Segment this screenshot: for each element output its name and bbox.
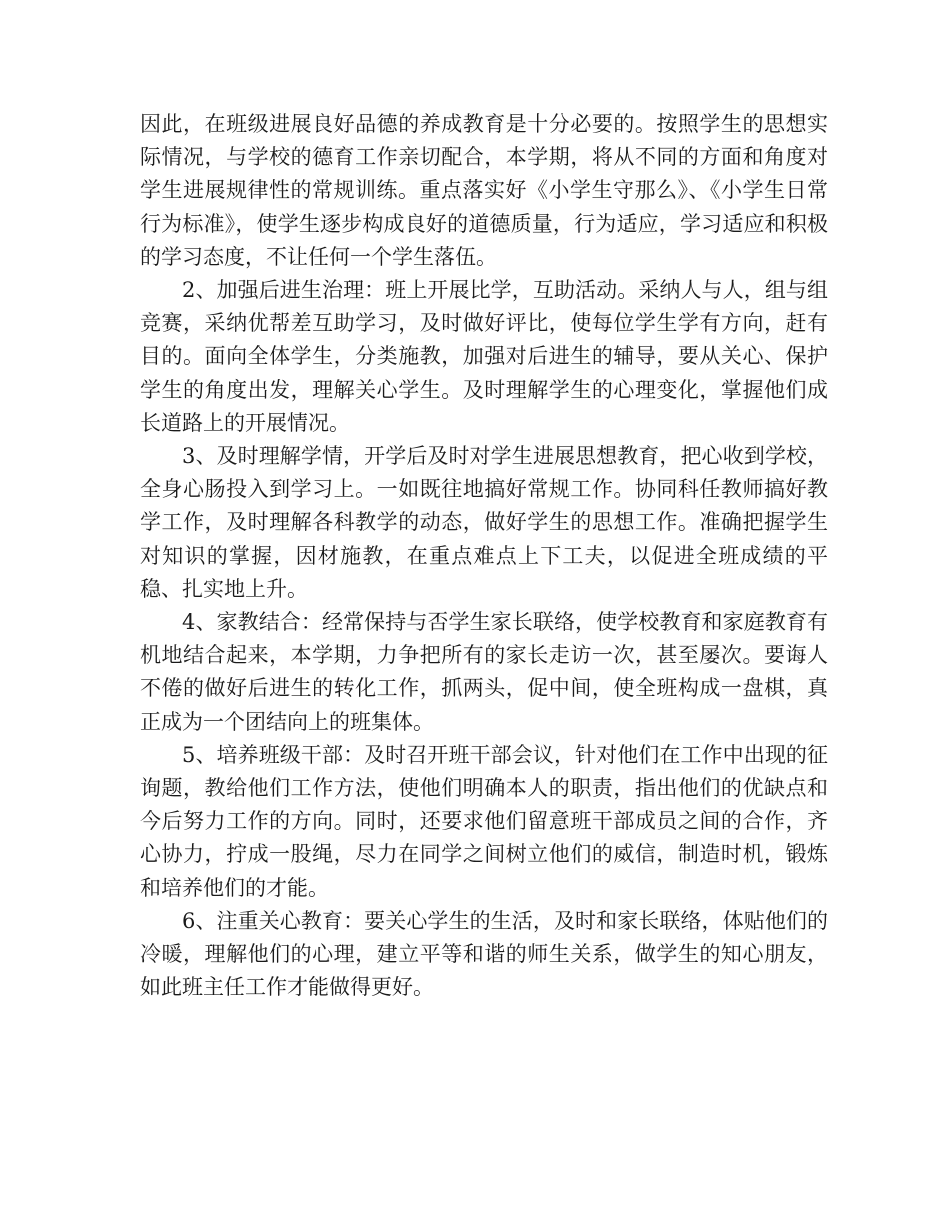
paragraph-item-3: 3、及时理解学情，开学后及时对学生进展思想教育，把心收到学校，全身心肠投入到学习上。一如既往地搞好常规工作。协同科任教师搞好教学工作，及时理解各科教学的动态，做好学生的思想工作。准确把握学生对知识的掌握，因材施教，在重点难点上下工夫，以促进全班成绩的平稳、扎实地上升。 bbox=[140, 444, 828, 601]
document-body bbox=[140, 108, 828, 1004]
paragraph-item-5: 5、培养班级干部：及时召开班干部会议，针对他们在工作中出现的征询题，教给他们工作方法，使他们明确本人的职责，指出他们的优缺点和今后努力工作的方向。同时，还要求他们留意班干部成员之间的合作，齐心协力，拧成一股绳，尽力在同学之间树立他们的威信，制造时机，锻炼和培养他们的才能。 bbox=[140, 742, 828, 900]
paragraph-item-6: 6、注重关心教育：要关心学生的生活，及时和家长联络，体贴他们的冷暖，理解他们的心理，建立平等和谐的师生关系，做学生的知心朋友，如此班主任工作才能做得更好。 bbox=[140, 908, 828, 1000]
paragraph-item-2: 2、加强后进生治理：班上开展比学，互助活动。采纳人与人，组与组竞赛，采纳优帮差互助学习，及时做好评比，使每位学生学有方向，赶有目的。面向全体学生，分类施教，加强对后进生的辅导，要从关心、保护学生的角度出发，理解关心学生。及时理解学生的心理变化，掌握他们成长道路上的开展情况。 bbox=[140, 278, 828, 435]
paragraph-item-4: 4、家教结合：经常保持与否学生家长联络，使学校教育和家庭教育有机地结合起来，本学期，力争把所有的家长走访一次，甚至屡次。要诲人不倦的做好后进生的转化工作，抓两头，促中间，使全班构成一盘棋，真正成为一个团结向上的班集体。 bbox=[140, 610, 828, 734]
paragraph-moral-education: 因此，在班级进展良好品德的养成教育是十分必要的。按照学生的思想实际情况，与学校的德育工作亲切配合，本学期，将从不同的方面和角度对学生进展规律性的常规训练。重点落实好《小学生守那么》、《小学生日常行为标准》，使学生逐步构成良好的道德质量，行为适应，学习适应和积极的学习态度，不让任何一个学生落伍。 bbox=[140, 112, 828, 269]
